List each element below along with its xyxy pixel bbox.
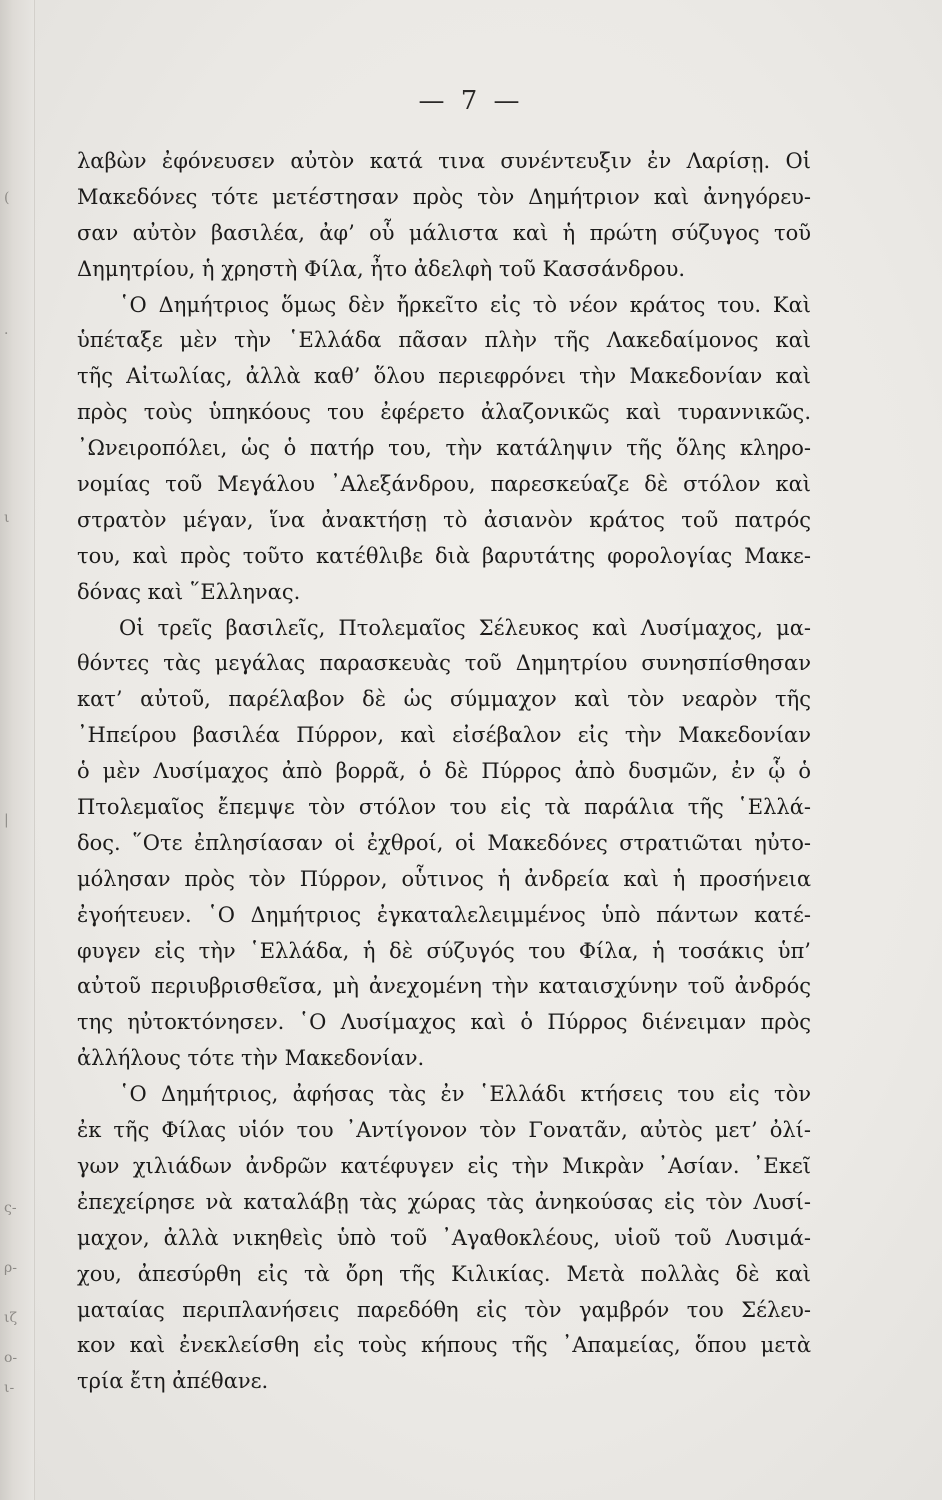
gutter-mark: ( [4,190,10,206]
text-line: δος. ῞Οτε ἐπλησίασαν οἱ ἐχθροί, οἱ Μακεδόνες στρατιῶται ηὐτο- [77,830,811,855]
text-line: ἐπεχείρησε νὰ καταλάβῃ τὰς χώρας τὰς ἀνηκούσας εἰς τὸν Λυσί- [77,1189,811,1214]
gutter-mark: ι- [4,1380,15,1396]
text-line: νομίας τοῦ Μεγάλου ᾿Αλεξάνδρου, παρεσκεύαζε δὲ στόλον καὶ [77,472,811,497]
text-line: σαν αὐτὸν βασιλέα, ἀφ’ οὗ μάλιστα καὶ ἡ πρώτη σύζυγος τοῦ [77,220,811,245]
text-line: μόλησαν πρὸς τὸν Πύρρον, οὗτινος ἡ ἀνδρεία καὶ ἡ προσήνεια [77,866,811,891]
gutter-mark: ρ- [4,1260,17,1276]
text-line: ματαίας περιπλανήσεις παρεδόθη εἰς τὸν γαμβρόν του Σέλευ- [77,1297,811,1322]
text-line: θόντες τὰς μεγάλας παρασκευὰς τοῦ Δημητρίου συνησπίσθησαν [77,651,811,676]
text-line: ἐκ τῆς Φίλας υἱόν του ᾿Αντίγονον τὸν Γονατᾶν, αὐτὸς μετ’ ὀλί- [77,1118,811,1143]
gutter-mark: ς- [4,1200,17,1216]
text-line: ἐγοήτευεν. ῾Ο Δημήτριος ἐγκαταλελειμμένος ὑπὸ πάντων κατέ- [77,902,811,927]
text-line: κον καὶ ἐνεκλείσθη εἰς τοὺς κήπους τῆς ᾿Απαμείας, ὅπου μετὰ [77,1333,811,1358]
gutter-mark: ιζ [4,1310,18,1326]
text-line: ῾Ο Δημήτριος ὅμως δὲν ἤρκεῖτο εἰς τὸ νέον κράτος του. Καὶ [119,292,811,317]
gutter-mark: ο- [4,1350,18,1366]
text-line: τρία ἔτη ἀπέθανε. [77,1369,269,1394]
text-line: φυγεν εἰς τὴν ῾Ελλάδα, ἡ δὲ σύζυγός του Φίλα, ἡ τοσάκις ὑπ’ [77,938,811,963]
text-line: χου, ἀπεσύρθη εἰς τὰ ὄρη τῆς Κιλικίας. Μετὰ πολλὰς δὲ καὶ [77,1261,811,1286]
text-line: στρατὸν μέγαν, ἵνα ἀνακτήσῃ τὸ ἀσιανὸν κράτος τοῦ πατρός [77,507,811,532]
text-line: μαχον, ἀλλὰ νικηθεὶς ὑπὸ τοῦ ᾿Αγαθοκλέους, υἱοῦ τοῦ Λυσιμά- [77,1225,811,1250]
text-line: γων χιλιάδων ἀνδρῶν κατέφυγεν εἰς τὴν Μικρὰν ᾿Ασίαν. ᾿Εκεῖ [77,1153,811,1178]
text-line: Οἱ τρεῖς βασιλεῖς, Πτολεμαῖος Σέλευκος καὶ Λυσίμαχος, μα- [119,615,811,640]
gutter-mark: | [4,812,9,828]
body-text [77,144,811,1400]
text-line: του, καὶ πρὸς τοῦτο κατέθλιβε διὰ βαρυτάτης φορολογίας Μακε- [77,543,811,568]
text-line: Πτολεμαῖος ἔπεμψε τὸν στόλον του εἰς τὰ παράλια τῆς ῾Ελλά- [77,795,811,820]
page-number: — 7 — [418,86,524,116]
text-line: ἀλλήλους τότε τὴν Μακεδονίαν. [77,1046,425,1071]
binding-gutter [0,0,35,1500]
text-line: ὁ μὲν Λυσίμαχος ἀπὸ βορρᾶ, ὁ δὲ Πύρρος ἀπὸ δυσμῶν, ἐν ᾧ ὁ [77,759,811,784]
text-line: ῾Ο Δημήτριος, ἀφήσας τὰς ἐν ῾Ελλάδι κτήσεις του εἰς τὸν [119,1082,811,1107]
text-line: κατ’ αὐτοῦ, παρέλαβον δὲ ὡς σύμμαχον καὶ τὸν νεαρὸν τῆς [77,687,811,712]
text-line: ᾿Ηπείρου βασιλέα Πύρρον, καὶ εἰσέβαλον εἰς τὴν Μακεδονίαν [77,723,811,748]
text-line: τῆς Αἰτωλίας, ἀλλὰ καθ’ ὅλου περιεφρόνει τὴν Μακεδονίαν καὶ [77,364,811,389]
text-line: Δημητρίου, ἡ χρηστὴ Φίλα, ἦτο ἀδελφὴ τοῦ Κασσάνδρου. [77,256,686,281]
text-line: Μακεδόνες τότε μετέστησαν πρὸς τὸν Δημήτριον καὶ ἀνηγόρευ- [77,184,811,209]
text-line: ᾿Ωνειροπόλει, ὡς ὁ πατήρ του, τὴν κατάληψιν τῆς ὅλης κληρο- [77,436,811,461]
gutter-mark: · [4,326,9,342]
text-line: λαβὼν ἐφόνευσεν αὐτὸν κατά τινα συνέντευξιν ἐν Λαρίσῃ. Οἱ [77,149,811,173]
text-line: ὑπέταξε μὲν τὴν ῾Ελλάδα πᾶσαν πλὴν τῆς Λακεδαίμονος καὶ [77,328,811,353]
text-line: πρὸς τοὺς ὑπηκόους του ἐφέρετο ἀλαζονικῶς καὶ τυραννικῶς. [77,400,811,425]
text-line: της ηὐτοκτόνησεν. ῾Ο Λυσίμαχος καὶ ὁ Πύρρος διένειμαν πρὸς [77,1010,811,1035]
text-line: δόνας καὶ ῞Ελληνας. [77,579,301,604]
text-line: αὐτοῦ περιυβρισθεῖσα, μὴ ἀνεχομένη τὴν καταισχύνην τοῦ ἀνδρός [77,974,811,999]
gutter-mark: ι [4,510,10,526]
